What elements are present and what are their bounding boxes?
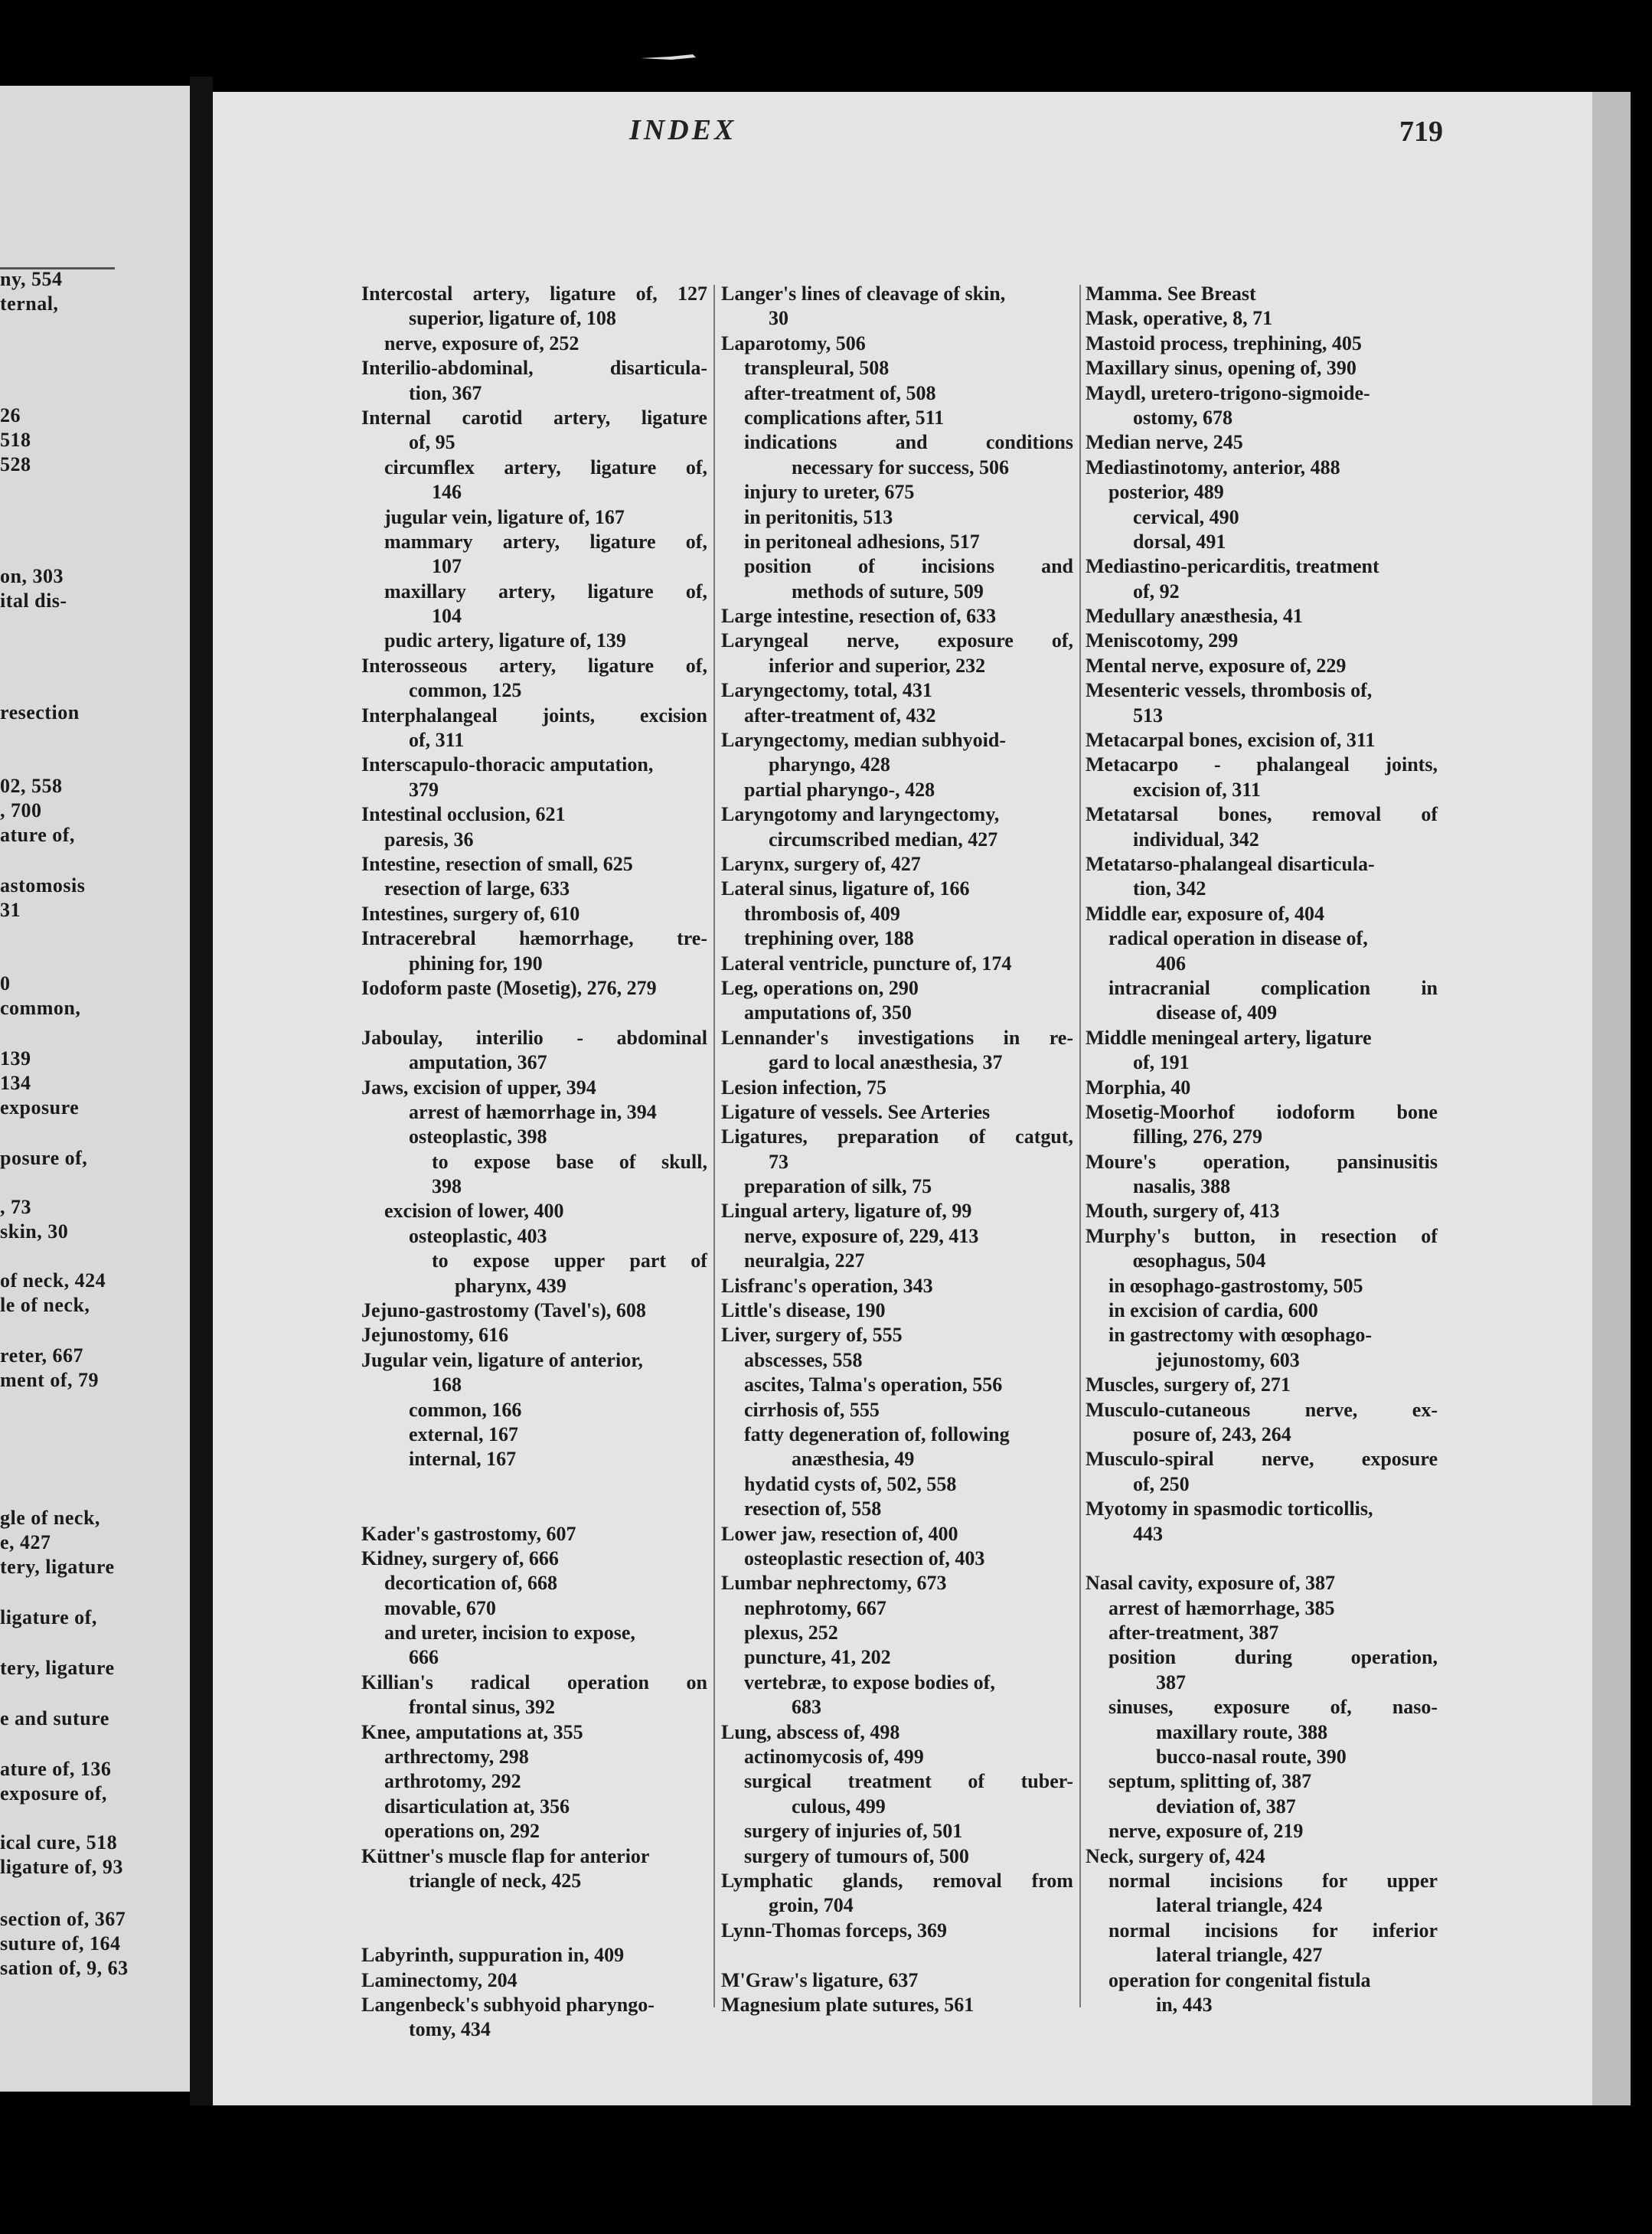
index-subentry: culous, 499 — [792, 1795, 886, 1818]
column-divider — [713, 285, 715, 2007]
index-subentry: circumscribed median, 427 — [769, 828, 998, 851]
left-page-fragment: 02, 558 — [0, 775, 63, 797]
page-edge-shadow — [1592, 92, 1631, 2105]
index-subentry: frontal sinus, 392 — [409, 1696, 555, 1719]
left-page-fragment: 139 — [0, 1047, 31, 1070]
left-page-fragment: sation of, 9, 63 — [0, 1957, 129, 1979]
index-entry: Lisfranc's operation, 343 — [721, 1274, 933, 1297]
left-page-fragment: ligature of, — [0, 1606, 97, 1628]
index-entry: Mamma. See Breast — [1086, 283, 1256, 305]
index-entry: Magnesium plate sutures, 561 — [721, 1993, 975, 2016]
index-entry: Laminectomy, 204 — [361, 1968, 517, 1991]
index-subentry: methods of suture, 509 — [792, 580, 984, 603]
index-subentry: tion, 342 — [1133, 877, 1206, 900]
index-spacer — [361, 1472, 707, 1497]
index-subentry: in gastrectomy with œsophago- — [1108, 1324, 1373, 1347]
index-subentry: circumflex artery, ligature of, — [384, 456, 707, 478]
left-page-fragment: 134 — [0, 1072, 31, 1094]
index-entry: Middle meningeal artery, ligature — [1086, 1026, 1372, 1049]
index-entry: Murphy's button, in resection of — [1086, 1224, 1438, 1247]
index-entry: Lumbar nephrectomy, 673 — [721, 1572, 947, 1595]
index-subentry: tomy, 434 — [409, 2018, 491, 2041]
index-subentry: excision of, 311 — [1133, 778, 1261, 801]
index-entry: Metacarpo - phalangeal joints, — [1086, 753, 1438, 776]
left-page-fragment: tery, ligature — [0, 1657, 115, 1679]
index-subentry: lateral triangle, 427 — [1156, 1944, 1323, 1967]
index-entry: Meniscotomy, 299 — [1086, 629, 1239, 652]
left-page-fragment: , 73 — [0, 1196, 31, 1218]
index-entry: Laryngectomy, total, 431 — [721, 679, 932, 702]
index-spacer — [361, 1919, 707, 1943]
index-entry: Lesion infection, 75 — [721, 1076, 886, 1099]
left-page-fragment: on, 303 — [0, 565, 64, 587]
index-entry: Larynx, surgery of, 427 — [721, 852, 921, 875]
index-subentry: movable, 670 — [384, 1596, 496, 1619]
index-entry: Jaboulay, interilio - abdominal — [361, 1026, 707, 1049]
index-subentry: operation for congenital fistula — [1108, 1968, 1371, 1991]
index-subentry: in, 443 — [1156, 1993, 1213, 2016]
index-entry: Lateral ventricle, puncture of, 174 — [721, 952, 1012, 975]
index-entry: Küttner's muscle flap for anterior — [361, 1844, 650, 1867]
left-page-fragment: reter, 667 — [0, 1344, 83, 1367]
index-subentry: plexus, 252 — [744, 1622, 838, 1644]
index-subentry: in excision of cardia, 600 — [1108, 1299, 1318, 1322]
index-spacer — [721, 1943, 1073, 1968]
index-subentry: mammary artery, ligature of, — [384, 530, 707, 553]
index-entry: Little's disease, 190 — [721, 1299, 886, 1322]
index-entry: Intestinal occlusion, 621 — [361, 803, 566, 826]
index-subentry: pharynx, 439 — [455, 1274, 566, 1297]
index-subentry: amputations of, 350 — [744, 1001, 912, 1024]
index-subentry: disease of, 409 — [1156, 1001, 1278, 1024]
book-gutter — [190, 77, 213, 2105]
left-page-fragment: ligature of, 93 — [0, 1856, 123, 1878]
index-subentry: 146 — [432, 481, 462, 504]
index-entry: Maydl, uretero-trigono-sigmoide- — [1086, 381, 1370, 404]
index-subentry: surgery of injuries of, 501 — [744, 1820, 963, 1843]
index-entry: Kidney, surgery of, 666 — [361, 1546, 559, 1569]
left-page-fragment: ny, 554 — [0, 268, 63, 290]
index-entry: Medullary anæsthesia, 41 — [1086, 605, 1303, 628]
index-subentry: normal incisions for upper — [1108, 1870, 1438, 1892]
index-subentry: pharyngo, 428 — [769, 753, 890, 776]
index-entry: Mask, operative, 8, 71 — [1086, 307, 1273, 330]
index-subentry: 443 — [1133, 1522, 1163, 1545]
index-subentry: partial pharyngo-, 428 — [744, 778, 935, 801]
left-page-fragment: e, 427 — [0, 1531, 51, 1553]
left-page-fragment: ital dis- — [0, 590, 67, 612]
index-subentry: filling, 276, 279 — [1133, 1125, 1263, 1148]
index-entry: Interscapulo-thoracic amputation, — [361, 753, 654, 776]
left-page-fragment: 26 — [0, 404, 21, 426]
index-subentry: 104 — [432, 605, 462, 628]
index-subentry: bucco-nasal route, 390 — [1156, 1746, 1347, 1769]
left-page-fragment: e and suture — [0, 1707, 109, 1729]
index-entry: Intestines, surgery of, 610 — [361, 902, 580, 925]
index-subentry: 387 — [1156, 1671, 1186, 1693]
index-subentry: 398 — [432, 1175, 462, 1198]
index-subentry: nerve, exposure of, 252 — [384, 332, 580, 354]
scan-speck — [639, 52, 700, 63]
index-subentry: nephrotomy, 667 — [744, 1596, 886, 1619]
index-entry: Kader's gastrostomy, 607 — [361, 1522, 576, 1545]
index-entry: Killian's radical operation on — [361, 1671, 707, 1693]
left-page-fragment: 31 — [0, 899, 21, 921]
index-subentry: 379 — [409, 778, 439, 801]
index-subentry: operations on, 292 — [384, 1820, 540, 1843]
index-entry: Interphalangeal joints, excision — [361, 704, 707, 727]
index-entry: Morphia, 40 — [1086, 1076, 1191, 1099]
index-subentry: vertebræ, to expose bodies of, — [744, 1671, 995, 1693]
index-subentry: of, 311 — [409, 729, 465, 752]
index-entry: Muscles, surgery of, 271 — [1086, 1373, 1291, 1396]
left-page-fragment: section of, 367 — [0, 1908, 126, 1930]
index-entry: Nasal cavity, exposure of, 387 — [1086, 1572, 1335, 1595]
index-subentry: 107 — [432, 555, 462, 578]
index-subentry: jugular vein, ligature of, 167 — [384, 505, 625, 528]
index-spacer — [361, 1893, 707, 1918]
index-subentry: ostomy, 678 — [1133, 406, 1232, 429]
index-subentry: hydatid cysts of, 502, 558 — [744, 1472, 957, 1495]
index-entry: Jejunostomy, 616 — [361, 1324, 509, 1347]
index-entry: Laryngotomy and laryngectomy, — [721, 803, 1000, 826]
index-entry: Maxillary sinus, opening of, 390 — [1086, 357, 1357, 380]
left-page-fragment: exposure of, — [0, 1782, 107, 1805]
index-subentry: to expose upper part of — [432, 1249, 707, 1272]
index-entry: Mental nerve, exposure of, 229 — [1086, 654, 1347, 677]
index-entry: M'Graw's ligature, 637 — [721, 1968, 919, 1991]
index-entry: Musculo-spiral nerve, exposure — [1086, 1448, 1438, 1471]
index-subentry: 30 — [769, 307, 788, 330]
index-subentry: gard to local anæsthesia, 37 — [769, 1051, 1003, 1074]
index-entry: Mosetig-Moorhof iodoform bone — [1086, 1100, 1438, 1123]
index-subentry: arthrectomy, 298 — [384, 1746, 529, 1769]
index-subentry: paresis, 36 — [384, 828, 474, 851]
index-subentry: nerve, exposure of, 229, 413 — [744, 1224, 979, 1247]
index-subentry: internal, 167 — [409, 1448, 517, 1471]
index-subentry: after-treatment of, 508 — [744, 381, 936, 404]
index-entry: Internal carotid artery, ligature — [361, 406, 707, 429]
index-entry: Iodoform paste (Mosetig), 276, 279 — [361, 976, 657, 999]
index-subentry: fatty degeneration of, following — [744, 1422, 1010, 1445]
index-subentry: jejunostomy, 603 — [1156, 1348, 1300, 1371]
index-column-1 — [361, 282, 707, 2043]
index-entry: Musculo-cutaneous nerve, ex- — [1086, 1398, 1438, 1421]
left-page-fragment: posure of, — [0, 1147, 88, 1169]
index-subentry: of, 95 — [409, 431, 455, 454]
index-entry: Metacarpal bones, excision of, 311 — [1086, 729, 1376, 752]
index-subentry: sinuses, exposure of, naso- — [1108, 1696, 1438, 1719]
index-subentry: arrest of hæmorrhage in, 394 — [409, 1100, 657, 1123]
index-subentry: in peritonitis, 513 — [744, 505, 893, 528]
index-entry: Lateral sinus, ligature of, 166 — [721, 877, 970, 900]
index-subentry: of, 191 — [1133, 1051, 1190, 1074]
index-subentry: neuralgia, 227 — [744, 1249, 865, 1272]
index-spacer — [361, 1497, 707, 1521]
index-subentry: common, 166 — [409, 1398, 522, 1421]
left-page-fragment: 0 — [0, 972, 11, 995]
index-subentry: posure of, 243, 264 — [1133, 1422, 1291, 1445]
index-entry: Intestine, resection of small, 625 — [361, 852, 633, 875]
index-entry: Ligature of vessels. See Arteries — [721, 1100, 991, 1123]
index-subentry: in peritoneal adhesions, 517 — [744, 530, 980, 553]
index-subentry: external, 167 — [409, 1422, 518, 1445]
index-subentry: amputation, 367 — [409, 1051, 547, 1074]
index-entry: Laryngeal nerve, exposure of, — [721, 629, 1073, 652]
index-subentry: thrombosis of, 409 — [744, 902, 900, 925]
left-page-fragment: 518 — [0, 429, 31, 451]
index-subentry: anæsthesia, 49 — [792, 1448, 915, 1471]
index-entry: Labyrinth, suppuration in, 409 — [361, 1944, 625, 1967]
index-subentry: complications after, 511 — [744, 406, 945, 429]
index-subentry: tion, 367 — [409, 381, 482, 404]
index-spacer — [1086, 1546, 1438, 1571]
index-entry: Median nerve, 245 — [1086, 431, 1243, 454]
index-entry: Mediastino-pericarditis, treatment — [1086, 555, 1379, 578]
left-page-fragment: skin, 30 — [0, 1220, 69, 1243]
index-subentry: osteoplastic, 403 — [409, 1224, 547, 1247]
index-subentry: normal incisions for inferior — [1108, 1919, 1438, 1942]
index-subentry: position during operation, — [1108, 1646, 1438, 1669]
index-column-2 — [721, 282, 1073, 2017]
index-subentry: surgical treatment of tuber- — [744, 1770, 1073, 1793]
index-subentry: cirrhosis of, 555 — [744, 1398, 880, 1421]
index-subentry: pudic artery, ligature of, 139 — [384, 629, 626, 652]
left-page-fragment: ature of, — [0, 824, 75, 846]
index-subentry: œsophagus, 504 — [1133, 1249, 1266, 1272]
index-subentry: of, 250 — [1133, 1472, 1190, 1495]
index-subentry: 683 — [792, 1696, 821, 1719]
left-page-fragment: suture of, 164 — [0, 1932, 121, 1955]
index-subentry: resection of, 558 — [744, 1497, 882, 1520]
index-subentry: deviation of, 387 — [1156, 1795, 1296, 1818]
index-subentry: cervical, 490 — [1133, 505, 1239, 528]
index-subentry: radical operation in disease of, — [1108, 927, 1368, 950]
index-subentry: injury to ureter, 675 — [744, 481, 915, 504]
index-subentry: transpleural, 508 — [744, 357, 890, 380]
index-subentry: maxillary route, 388 — [1156, 1720, 1328, 1743]
index-entry: Myotomy in spasmodic torticollis, — [1086, 1497, 1373, 1520]
left-page-fragment: 528 — [0, 453, 31, 475]
left-page-fragment: ature of, 136 — [0, 1758, 112, 1780]
index-entry: Lower jaw, resection of, 400 — [721, 1522, 958, 1545]
index-subentry: individual, 342 — [1133, 828, 1259, 851]
left-page-fragment: ternal, — [0, 292, 59, 315]
left-page-edge — [0, 86, 190, 2092]
index-subentry: 406 — [1156, 952, 1186, 975]
index-subentry: groin, 704 — [769, 1894, 854, 1917]
index-entry: Jugular vein, ligature of anterior, — [361, 1348, 643, 1371]
left-page-fragment: ical cure, 518 — [0, 1831, 118, 1854]
index-entry: Jejuno-gastrostomy (Tavel's), 608 — [361, 1299, 646, 1322]
index-subentry: to expose base of skull, — [432, 1150, 707, 1173]
index-subentry: surgery of tumours of, 500 — [744, 1844, 969, 1867]
index-entry: Mouth, surgery of, 413 — [1086, 1200, 1280, 1223]
index-entry: Mesenteric vessels, thrombosis of, — [1086, 679, 1373, 702]
index-subentry: osteoplastic, 398 — [409, 1125, 547, 1148]
index-subentry: 168 — [432, 1373, 462, 1396]
index-column-3 — [1086, 282, 1438, 2017]
index-entry: Metatarso-phalangeal disarticula- — [1086, 852, 1375, 875]
index-entry: Knee, amputations at, 355 — [361, 1720, 583, 1743]
index-entry: Large intestine, resection of, 633 — [721, 605, 997, 628]
index-subentry: excision of lower, 400 — [384, 1200, 564, 1223]
index-subentry: after-treatment of, 432 — [744, 704, 936, 727]
index-entry: Interosseous artery, ligature of, — [361, 654, 707, 677]
index-entry: Middle ear, exposure of, 404 — [1086, 902, 1324, 925]
index-subentry: position of incisions and — [744, 555, 1073, 578]
index-entry: Leg, operations on, 290 — [721, 976, 919, 999]
index-subentry: actinomycosis of, 499 — [744, 1746, 924, 1769]
index-subentry: resection of large, 633 — [384, 877, 570, 900]
index-subentry: superior, ligature of, 108 — [409, 307, 616, 330]
index-subentry: arrest of hæmorrhage, 385 — [1108, 1596, 1335, 1619]
index-entry: Langenbeck's subhyoid pharyngo- — [361, 1993, 655, 2016]
index-subentry: phining for, 190 — [409, 952, 543, 975]
index-subentry: nerve, exposure of, 219 — [1108, 1820, 1304, 1843]
index-entry: Metatarsal bones, removal of — [1086, 803, 1438, 826]
left-page-fragment: le of neck, — [0, 1294, 90, 1316]
index-subentry: maxillary artery, ligature of, — [384, 580, 707, 603]
index-entry: Interilio-abdominal, disarticula- — [361, 357, 707, 380]
index-entry: Langer's lines of cleavage of skin, — [721, 283, 1006, 305]
index-entry: Lymphatic glands, removal from — [721, 1870, 1073, 1892]
running-title: INDEX — [629, 114, 737, 146]
index-spacer — [361, 1001, 707, 1025]
left-page-fragment: common, — [0, 997, 81, 1019]
index-entry: Laparotomy, 506 — [721, 332, 866, 354]
index-subentry: disarticulation at, 356 — [384, 1795, 570, 1818]
index-entry: Moure's operation, pansinusitis — [1086, 1150, 1438, 1173]
index-subentry: arthrotomy, 292 — [384, 1770, 521, 1793]
index-entry: Laryngectomy, median subhyoid- — [721, 729, 1006, 752]
index-entry: Lynn-Thomas forceps, 369 — [721, 1919, 947, 1942]
index-subentry: and ureter, incision to expose, — [384, 1622, 635, 1644]
index-entry: Lung, abscess of, 498 — [721, 1720, 900, 1743]
index-subentry: nasalis, 388 — [1133, 1175, 1231, 1198]
index-subentry: trephining over, 188 — [744, 927, 914, 950]
index-subentry: septum, splitting of, 387 — [1108, 1770, 1312, 1793]
index-subentry: dorsal, 491 — [1133, 530, 1226, 553]
index-entry: Jaws, excision of upper, 394 — [361, 1076, 596, 1099]
left-page-fragment: gle of neck, — [0, 1507, 100, 1529]
index-entry: Mastoid process, trephining, 405 — [1086, 332, 1362, 354]
index-subentry: 513 — [1133, 704, 1163, 727]
index-subentry: decortication of, 668 — [384, 1572, 558, 1595]
left-page-fragment: exposure — [0, 1096, 80, 1119]
index-entry: Intercostal artery, ligature of, 127 — [361, 283, 707, 305]
index-subentry: in œsophago-gastrostomy, 505 — [1108, 1274, 1363, 1297]
index-entry: Mediastinotomy, anterior, 488 — [1086, 456, 1340, 478]
index-subentry: puncture, 41, 202 — [744, 1646, 891, 1669]
index-subentry: posterior, 489 — [1108, 481, 1224, 504]
column-divider — [1079, 285, 1081, 2007]
index-subentry: preparation of silk, 75 — [744, 1175, 932, 1198]
index-entry: Lingual artery, ligature of, 99 — [721, 1200, 972, 1223]
index-entry: Neck, surgery of, 424 — [1086, 1844, 1265, 1867]
index-subentry: of, 92 — [1133, 580, 1180, 603]
index-subentry: 666 — [409, 1646, 439, 1669]
left-page-fragment: astomosis — [0, 874, 86, 897]
left-page-fragment: , 700 — [0, 799, 42, 821]
left-page-fragment: resection — [0, 701, 80, 723]
left-page-fragment: ment of, 79 — [0, 1369, 99, 1391]
index-subentry: after-treatment, 387 — [1108, 1622, 1279, 1644]
index-subentry: inferior and superior, 232 — [769, 654, 986, 677]
index-subentry: 73 — [769, 1150, 788, 1173]
index-subentry: common, 125 — [409, 679, 522, 702]
index-subentry: osteoplastic resection of, 403 — [744, 1546, 985, 1569]
index-entry: Lennander's investigations in re- — [721, 1026, 1073, 1049]
index-subentry: intracranial complication in — [1108, 976, 1438, 999]
index-subentry: lateral triangle, 424 — [1156, 1894, 1323, 1917]
index-entry: Liver, surgery of, 555 — [721, 1324, 903, 1347]
index-entry: Intracerebral hæmorrhage, tre- — [361, 927, 707, 950]
index-entry: Ligatures, preparation of catgut, — [721, 1125, 1073, 1148]
index-subentry: ascites, Talma's operation, 556 — [744, 1373, 1003, 1396]
index-subentry: indications and conditions — [744, 431, 1073, 454]
page-number: 719 — [1399, 116, 1443, 148]
index-subentry: necessary for success, 506 — [792, 456, 1010, 478]
left-page-fragment: tery, ligature — [0, 1556, 115, 1578]
index-subentry: abscesses, 558 — [744, 1348, 863, 1371]
index-subentry: triangle of neck, 425 — [409, 1870, 582, 1892]
left-page-fragment: of neck, 424 — [0, 1269, 106, 1292]
